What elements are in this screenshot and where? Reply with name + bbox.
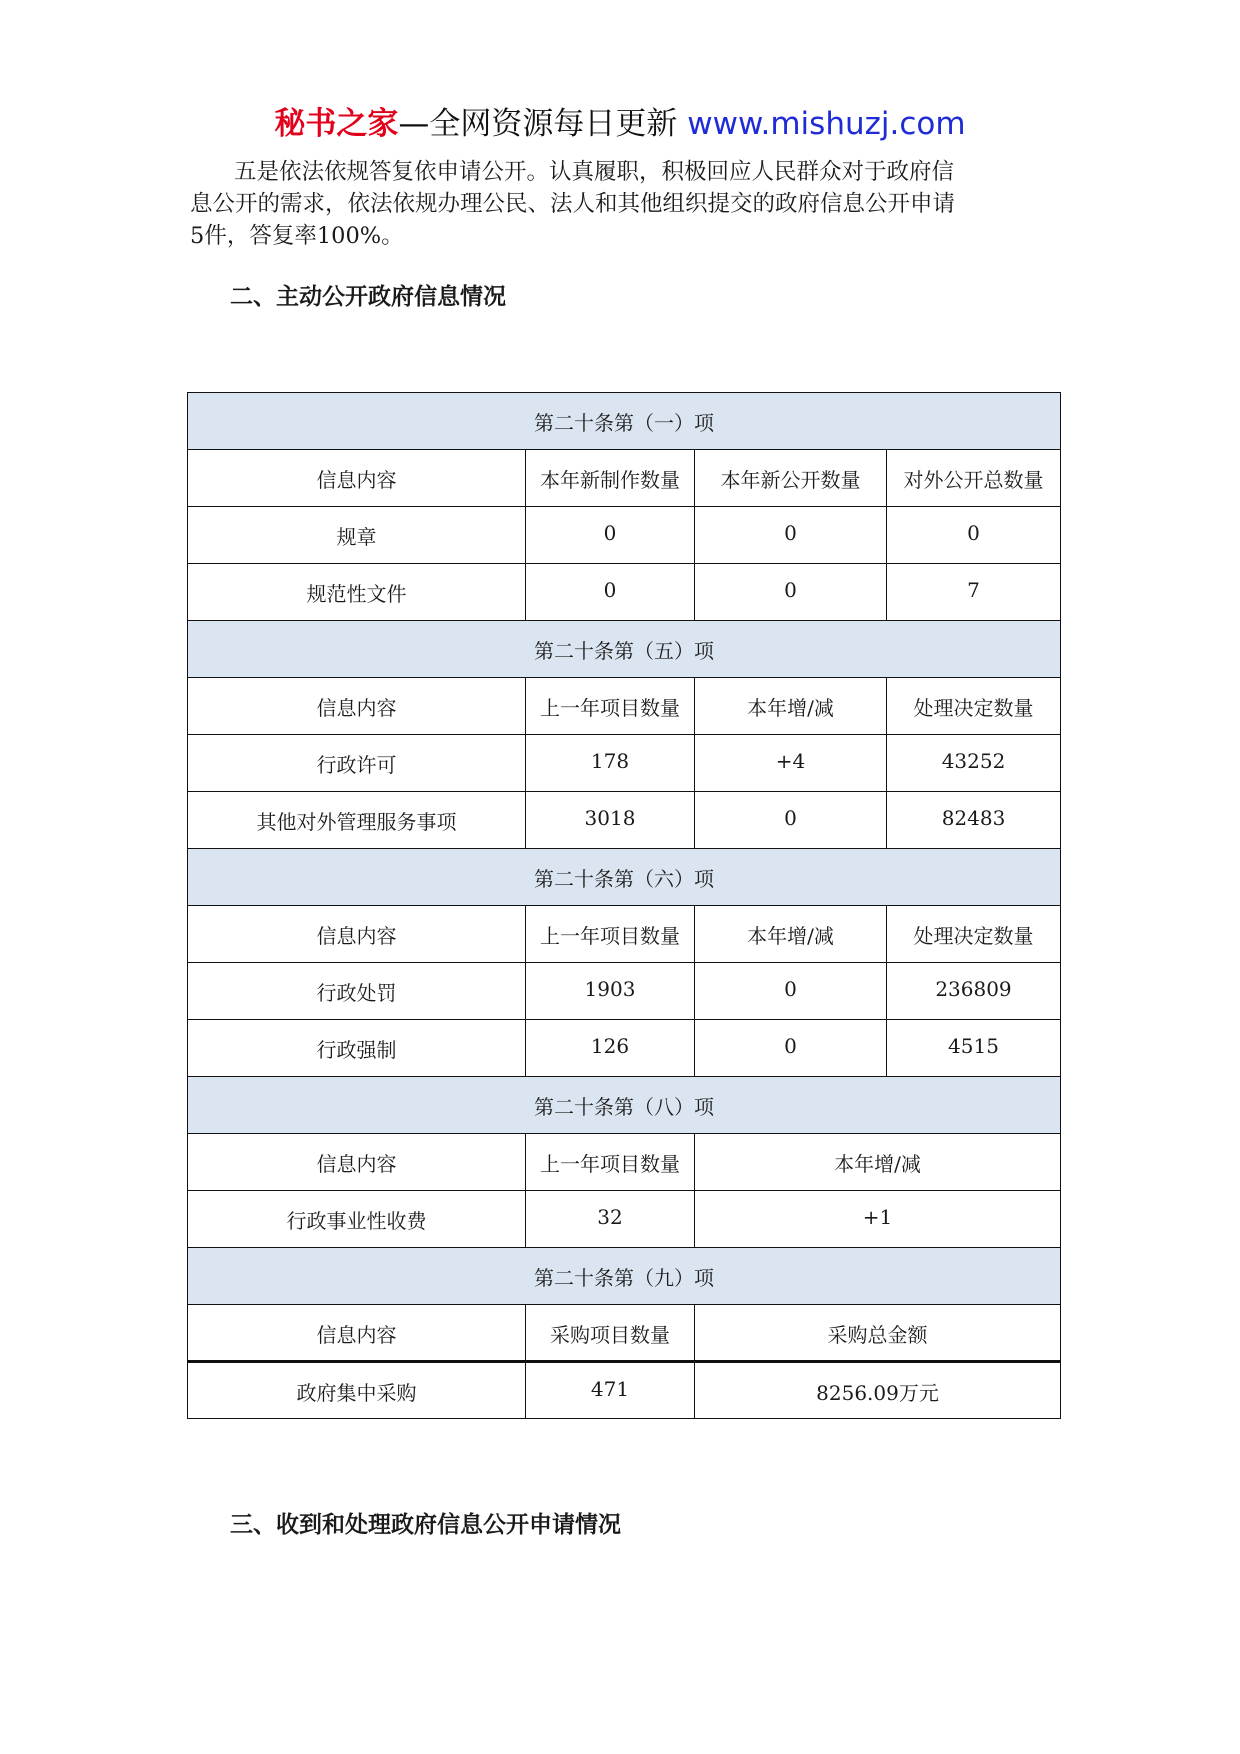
table-cell: 7: [887, 564, 1061, 621]
site-header: [0, 103, 1240, 145]
intro-line: 五是依法依规答复依申请公开。认真履职，积极回应人民群众对于政府信: [234, 159, 955, 185]
column-header: 对外公开总数量: [887, 450, 1061, 507]
table-cell: 0: [695, 792, 887, 849]
table-cell: 8256.09万元: [695, 1362, 1061, 1419]
brand-name: 秘书之家: [274, 106, 399, 142]
table-cell: 其他对外管理服务事项: [188, 792, 526, 849]
table-cell: 行政处罚: [188, 963, 526, 1020]
section-row: [188, 1077, 1061, 1134]
column-header: 信息内容: [188, 450, 526, 507]
table-row: [188, 1191, 1061, 1248]
header-row: [188, 906, 1061, 963]
table-cell: 规章: [188, 507, 526, 564]
intro-line: 息公开的需求，依法依规办理公民、法人和其他组织提交的政府信息公开申请: [190, 191, 956, 217]
intro-paragraph: [190, 156, 1060, 252]
table-cell: 0: [526, 564, 695, 621]
section-row: [188, 393, 1061, 450]
table-cell: 0: [887, 507, 1061, 564]
site-slogan: —全网资源每日更新: [398, 106, 678, 142]
table-cell: 行政事业性收费: [188, 1191, 526, 1248]
column-header: 本年新公开数量: [695, 450, 887, 507]
table-row: [188, 792, 1061, 849]
table-cell: 82483: [887, 792, 1061, 849]
table-cell: 0: [695, 507, 887, 564]
header-row: [188, 1134, 1061, 1191]
table-row: [188, 735, 1061, 792]
column-header: 处理决定数量: [887, 678, 1061, 735]
table-cell: 0: [695, 564, 887, 621]
site-url-link[interactable]: www.mishuzj.com: [687, 106, 966, 142]
section-heading-requests: 三、收到和处理政府信息公开申请情况: [230, 1512, 621, 1538]
table-cell: 0: [695, 1020, 887, 1077]
column-header: 本年新制作数量: [526, 450, 695, 507]
table-row: [188, 1362, 1061, 1419]
table-cell: +1: [695, 1191, 1061, 1248]
column-header: 信息内容: [188, 906, 526, 963]
section-row: [188, 621, 1061, 678]
column-header: 上一年项目数量: [526, 678, 695, 735]
table-cell: 1903: [526, 963, 695, 1020]
column-header: 本年增/减: [695, 906, 887, 963]
column-header: 信息内容: [188, 678, 526, 735]
table-cell: 3018: [526, 792, 695, 849]
table-row: [188, 507, 1061, 564]
section-heading-active-disclosure: 二、主动公开政府信息情况: [230, 284, 506, 310]
table-cell: 0: [695, 963, 887, 1020]
column-header: 采购总金额: [695, 1305, 1061, 1362]
section-row: [188, 849, 1061, 906]
column-header: 上一年项目数量: [526, 1134, 695, 1191]
column-header: 本年增/减: [695, 1134, 1061, 1191]
table-cell: 126: [526, 1020, 695, 1077]
table-cell: 236809: [887, 963, 1061, 1020]
header-row: [188, 678, 1061, 735]
table-row: [188, 963, 1061, 1020]
table-cell: 政府集中采购: [188, 1362, 526, 1419]
header-row: [188, 450, 1061, 507]
column-header: 本年增/减: [695, 678, 887, 735]
section-title: 第二十条第（六）项: [188, 849, 1061, 906]
table-cell: 4515: [887, 1020, 1061, 1077]
table-cell: 0: [526, 507, 695, 564]
table-row: [188, 1020, 1061, 1077]
disclosure-table: [187, 392, 1061, 1419]
section-title: 第二十条第（五）项: [188, 621, 1061, 678]
table-cell: 行政许可: [188, 735, 526, 792]
intro-line: 5件，答复率100%。: [190, 223, 404, 249]
table-cell: 471: [526, 1362, 695, 1419]
column-header: 上一年项目数量: [526, 906, 695, 963]
table-cell: 178: [526, 735, 695, 792]
column-header: 信息内容: [188, 1305, 526, 1362]
section-title: 第二十条第（九）项: [188, 1248, 1061, 1305]
header-row: [188, 1305, 1061, 1362]
section-title: 第二十条第（一）项: [188, 393, 1061, 450]
column-header: 信息内容: [188, 1134, 526, 1191]
section-row: [188, 1248, 1061, 1305]
column-header: 处理决定数量: [887, 906, 1061, 963]
table-row: [188, 564, 1061, 621]
table-cell: 32: [526, 1191, 695, 1248]
table-cell: 规范性文件: [188, 564, 526, 621]
table-cell: +4: [695, 735, 887, 792]
table-cell: 行政强制: [188, 1020, 526, 1077]
column-header: 采购项目数量: [526, 1305, 695, 1362]
section-title: 第二十条第（八）项: [188, 1077, 1061, 1134]
table-cell: 43252: [887, 735, 1061, 792]
